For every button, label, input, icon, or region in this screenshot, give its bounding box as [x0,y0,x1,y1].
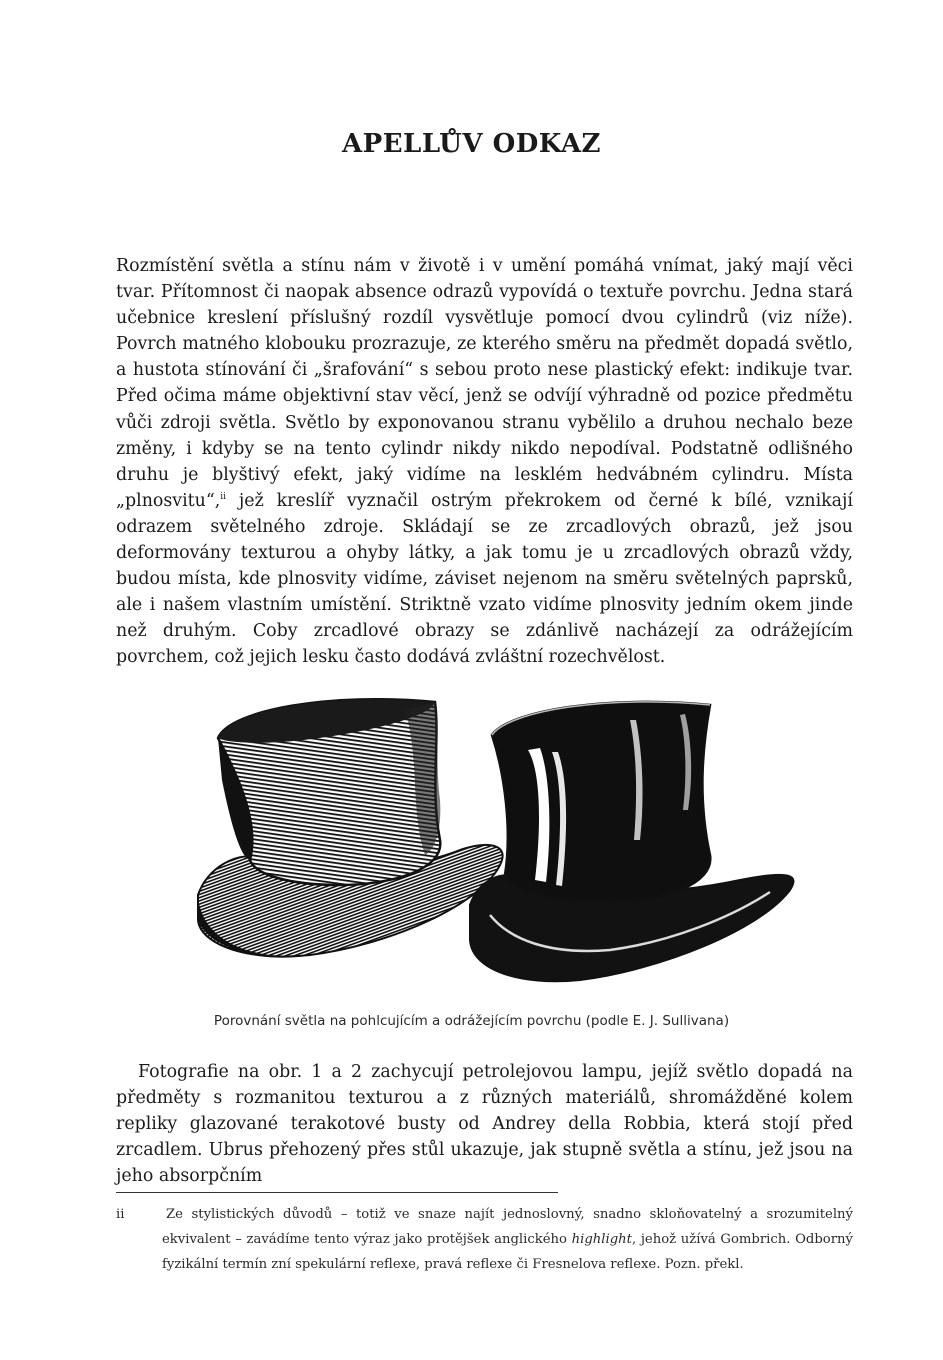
top-hats-drawing [190,680,800,998]
paragraph-1-text-a: Rozmístění světla a stínu nám v životě i v umění pomáhá vnímat, jaký mají věci tvar. Přítomnost či naopak absence odrazů vypovídá o textuře povrchu. Jedna stará učebnice kreslení příslušný rozdíl vysvětluje pomocí dvou cylindrů (viz níže). Povrch matného klobouku prozrazuje, ze kterého směru na předmět dopadá světlo, a hustota stínování či „šrafování“ s sebou proto nese plastický efekt: indikuje tvar. Před očima máme objektivní stav věcí, jenž se odvíjí výhradně od pozice předmětu vůči zdroji světla. Světlo by exponovanou stranu vybělilo a druhou nechalo beze změny, i kdyby se na tento cylindr nikdy nikdo nepodíval. Podstatně odlišného druhu je blyštivý efekt, jaký vidíme na lesklém hedvábném cylindru. Místa „plnosvitu“, [116,256,853,511]
footnote-mark: ii [116,1207,125,1222]
top-hats-illustration [190,680,800,998]
footnote-text-b: , jehož užívá Gombrich. Odborný fyzikální termín zní spekulární reflexe, pravá reflexe či Fresnelova reflexe. Pozn. překl. [162,1232,853,1272]
footnote-text [162,1202,853,1277]
body-paragraph-1 [116,253,853,671]
figure-caption: Porovnání světla na pohlcujícím a odrážejícím povrchu (podle E. J. Sullivana) [213,1013,730,1029]
matte-hat [198,699,503,957]
paragraph-1-text-b: jež kreslíř vyznačil ostrým překrokem od černé k bílé, vznikají odrazem světelného zdroje. Skládají se ze zrcadlových obrazů, jež jsou deformovány texturou a ohyby látky, a jak tomu je u zrcadlových obrazů vždy, budou místa, kde plnosvity vidíme, záviset nejenom na směru světelných paprsků, ale i našem vlastním umístění. Striktně vzato vidíme plnosvity jedním okem jinde než druhým. Coby zrcadlové obrazy se zdánlivě nacházejí za odrážejícím povrchem, což jejich lesku často dodává zvláštní rozechvělost. [116,490,853,668]
footnote [116,1202,853,1277]
footnote-italic-term: highlight [571,1232,632,1247]
chapter-title: APELLŮV ODKAZ [342,129,601,160]
footnote-divider [116,1192,558,1193]
footnote-reference[interactable]: ii [220,492,227,503]
footnote-text-a: Ze stylistických důvodů – totiž ve snaze najít jednoslovný, snadno skloňovatelný a srozumitelný ekvivalent – zavádíme tento výraz jako protějšek anglického [162,1207,853,1247]
glossy-hat [470,702,793,981]
body-paragraph-2: Fotografie na obr. 1 a 2 zachycují petrolejovou lampu, jejíž světlo dopadá na předměty s rozmanitou texturou a z různých materiálů, shromážděné kolem repliky glazované terakotové busty od Andrey della Robbia, která stojí před zrcadlem. Ubrus přehozený přes stůl ukazuje, jak stupně světla a stínu, jež jsou na jeho absorpčním [116,1062,853,1187]
